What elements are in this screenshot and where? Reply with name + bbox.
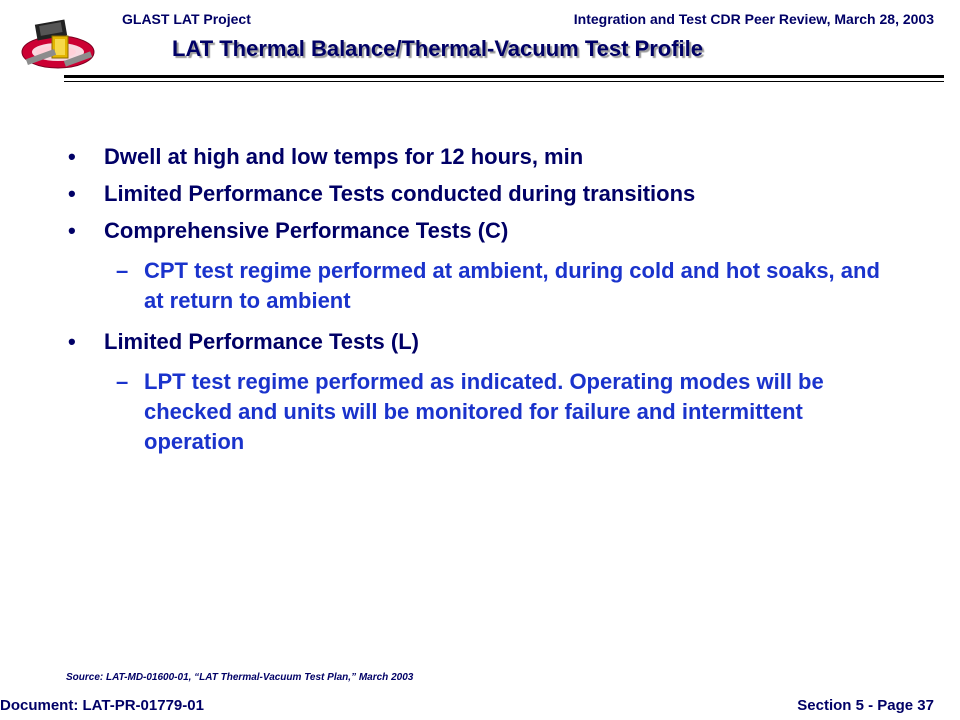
bullet-text: Comprehensive Performance Tests (C) [104,218,509,243]
review-title: Integration and Test CDR Peer Review, March 28, 2003 [573,11,934,27]
sub-bullet-marker: – [116,369,129,394]
sub-bullet-text: CPT test regime performed at ambient, during cold and hot soaks, and at return to ambient [144,258,880,313]
source-citation: Source: LAT-MD-01600-01, “LAT Thermal-Vacuum Test Plan,” March 2003 [66,672,414,683]
bullet-item [68,142,904,172]
bullet-marker: • [68,144,76,169]
sub-bullet-item [116,367,904,457]
page-number: Section 5 - Page 37 [797,697,934,714]
header-rule-thin [64,81,944,82]
slide-title: LAT Thermal Balance/Thermal-Vacuum Test Profile [172,36,703,61]
bullet-item [68,327,904,357]
bullet-marker: • [68,181,76,206]
sub-bullet-text: LPT test regime performed as indicated. Operating modes will be checked and units will be monitored for failure and intermittent operation [144,369,824,454]
project-name: GLAST LAT Project [122,11,251,27]
bullet-text: Limited Performance Tests (L) [104,329,419,354]
sub-bullet-marker: – [116,258,129,283]
bullet-item [68,179,904,209]
bullet-marker: • [68,329,76,354]
bullet-marker: • [68,218,76,243]
glast-satellite-logo-icon [8,12,100,76]
bullet-text: Dwell at high and low temps for 12 hours, min [104,144,584,169]
bullet-item [68,216,904,246]
bullet-text: Limited Performance Tests conducted during transitions [104,181,696,206]
sub-bullet-item [116,256,904,316]
document-number: Document: LAT-PR-01779-01 [0,697,204,714]
header-rule [64,75,944,78]
